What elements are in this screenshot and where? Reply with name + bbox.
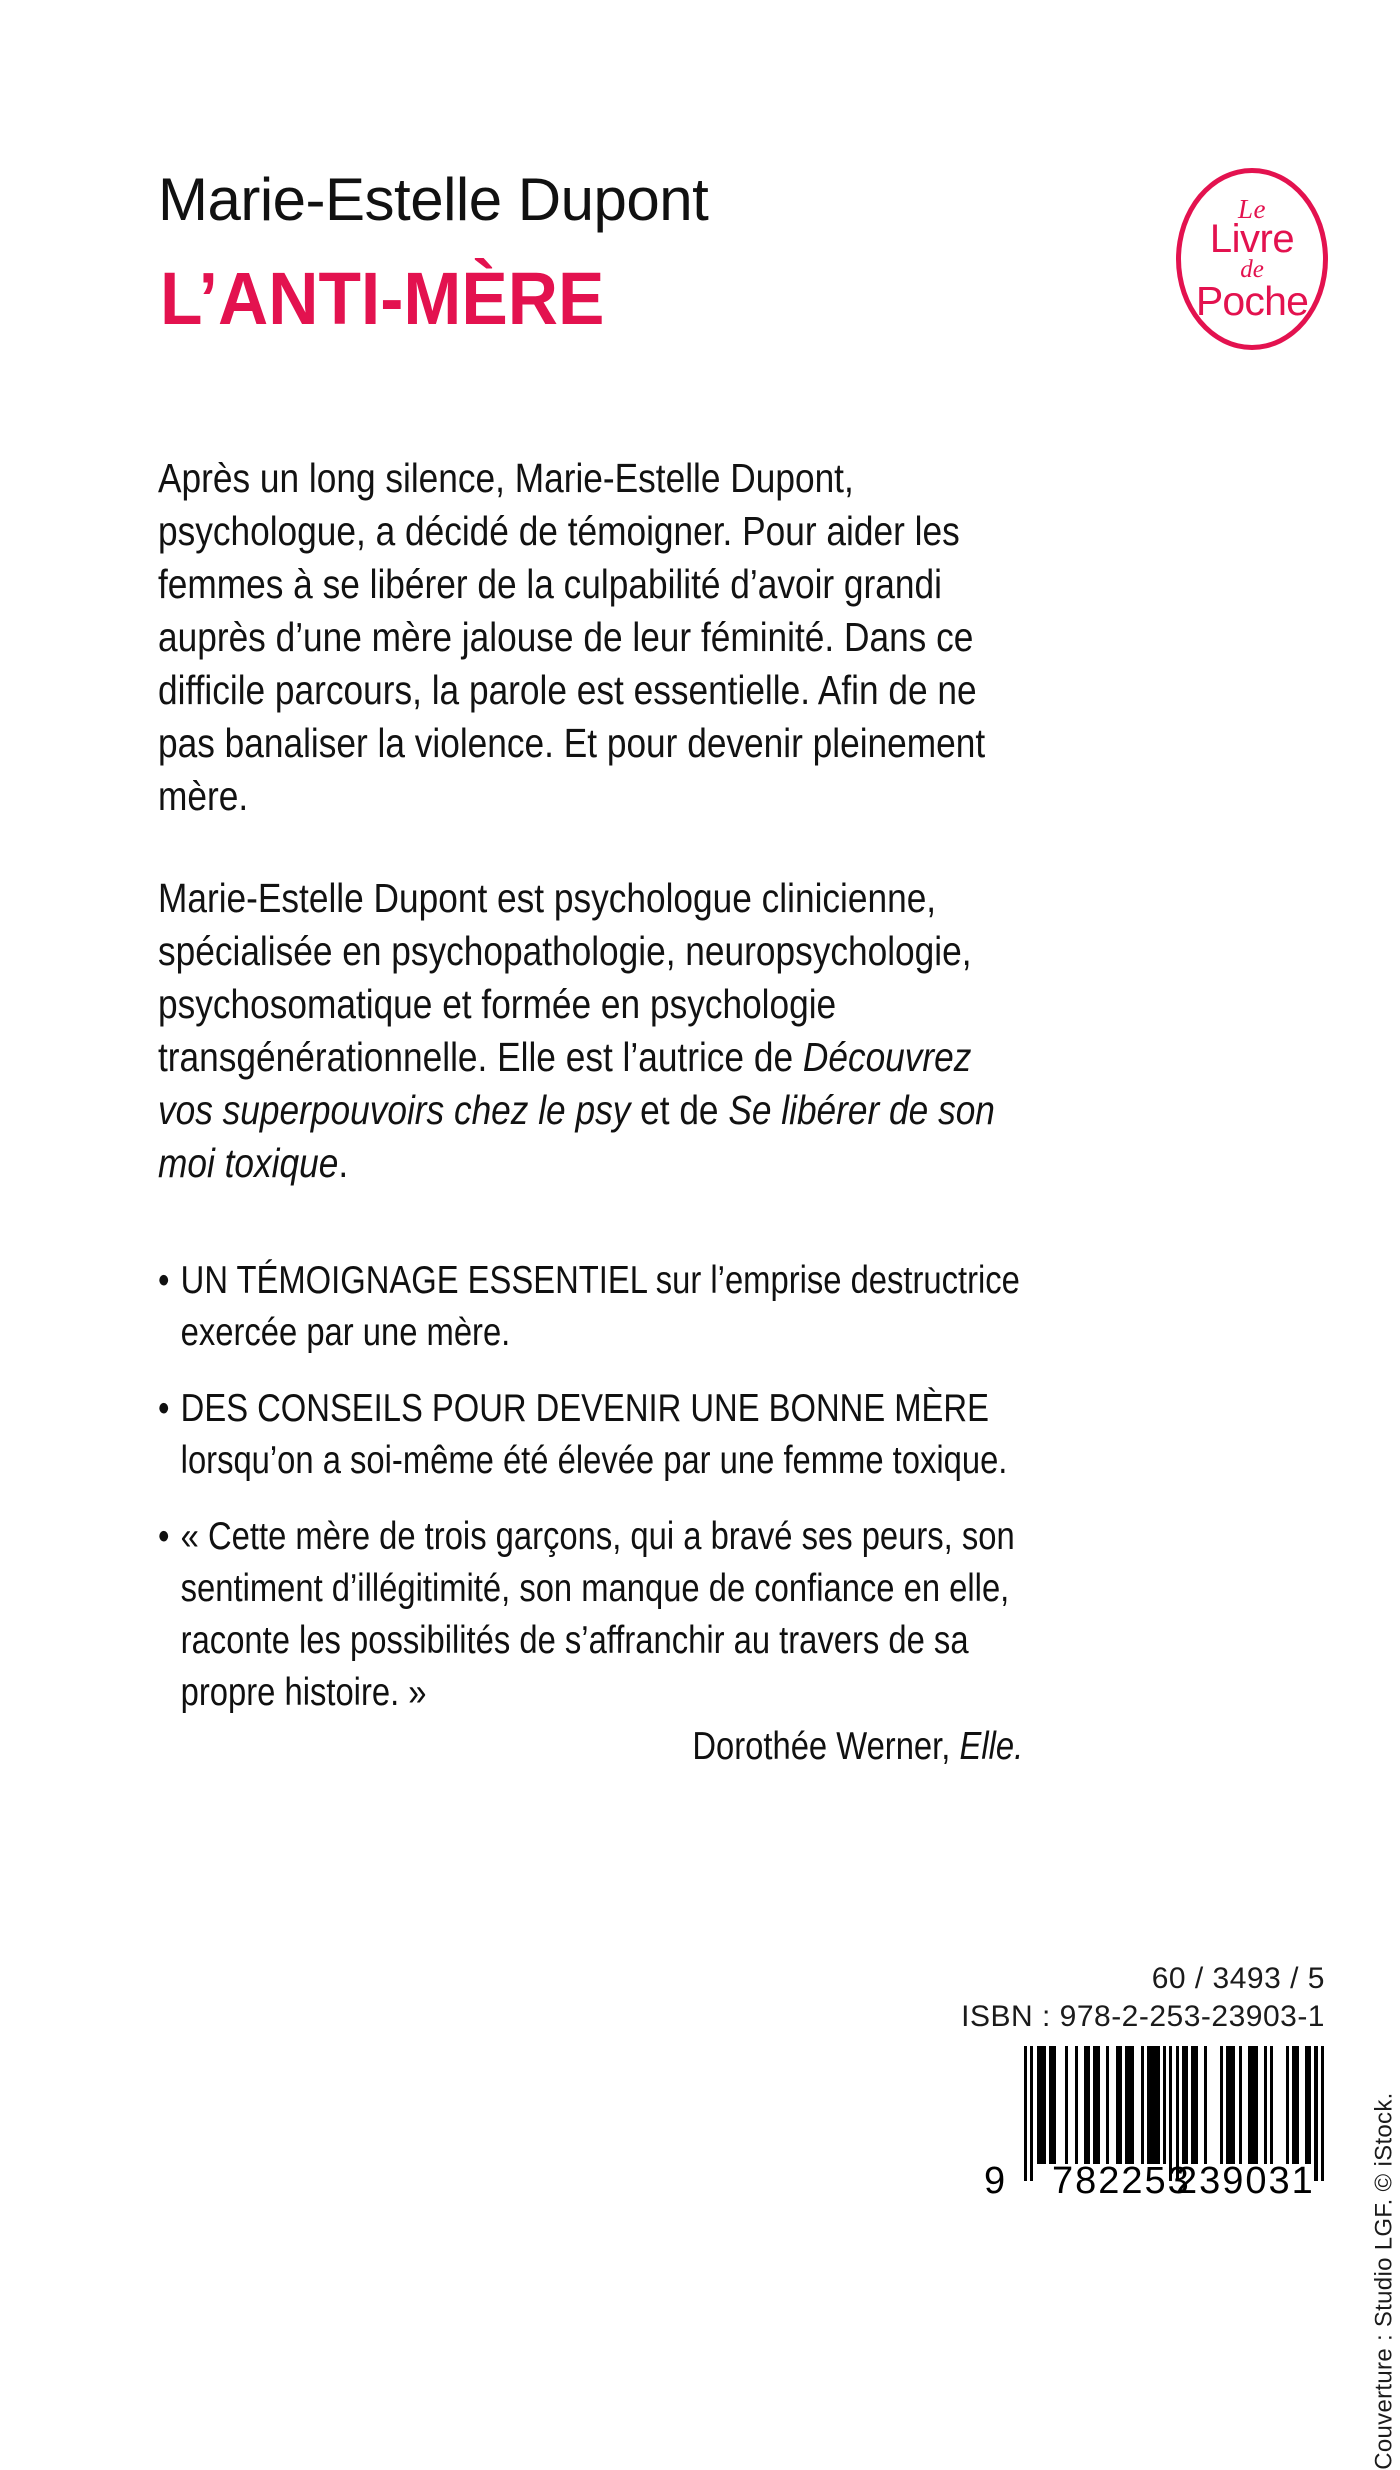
- livre-de-poche-logo: [1176, 168, 1328, 350]
- blurb-text-1: Après un long silence, Marie-Estelle Dupont, psychologue, a décidé de témoigner. Pour aider les femmes à se libérer de la culpabilité d’avoir grandi auprès d’une mère jalouse de leur féminité. Dans ce difficile parcours, la parole est essentielle. Afin de ne pas banaliser la violence. Et pour devenir pleinement mère.: [158, 455, 986, 819]
- bio-book-title-1: Découvrez vos superpouvoirs chez le psy: [158, 1034, 972, 1133]
- cover-credit-vertical: Couverture : Studio LGF. © iStock.: [1370, 2092, 1397, 2470]
- blurb-paragraph-2: [158, 872, 1027, 1190]
- logo-line-de: de: [1240, 256, 1264, 284]
- list-item: [158, 1255, 1023, 1359]
- press-quote: « Cette mère de trois garçons, qui a bravé ses peurs, son sentiment d’illégitimité, son manque de confiance en elle, raconte les possibilités de s’affranchir au travers de sa propre histoire. »: [180, 1515, 1015, 1714]
- author-name: Marie-Estelle Dupont: [158, 166, 709, 233]
- bio-part-2: et de: [630, 1087, 729, 1133]
- attribution-author: Dorothée Werner,: [692, 1725, 960, 1768]
- catalogue-reference: 60 / 3493 / 5: [1151, 1962, 1325, 1995]
- attribution-publication: Elle.: [959, 1725, 1024, 1768]
- author-bio-text: [158, 872, 1027, 1190]
- ean13-barcode: [978, 2046, 1328, 2216]
- logo-line-livre: Livre: [1209, 217, 1295, 262]
- bio-part-1: Marie-Estelle Dupont est psychologue clinicienne, spécialisée en psychopathologie, neuropsychologie, psychosomatique et formée en psychologie transgénérationnelle. Elle est l’autrice de: [158, 875, 972, 1080]
- bullet-2-body: lorsqu’on a soi-même été élevée par une femme toxique.: [180, 1439, 1008, 1482]
- bio-part-3: .: [338, 1140, 349, 1186]
- bullet-1-body: sur l’emprise destructrice exercée par une mère.: [180, 1259, 1020, 1354]
- barcode-left-group: 782253: [1052, 2160, 1191, 2202]
- list-item: [158, 1383, 1023, 1487]
- bullet-marker-icon: •: [158, 1259, 170, 1302]
- bullet-2-headline: DES CONSEILS POUR DEVENIR UNE BONNE MÈRE: [180, 1387, 989, 1430]
- barcode-lead-digit: 9: [984, 2160, 1008, 2202]
- quote-attribution: [181, 1721, 1024, 1773]
- barcode-right-group: 239031: [1176, 2160, 1315, 2202]
- logo-line-poche: Poche: [1195, 278, 1309, 325]
- bio-book-title-2: Se libérer de son moi toxique: [158, 1087, 995, 1186]
- logo-line-le: Le: [1238, 193, 1266, 224]
- selling-points-list: [158, 1255, 1023, 1773]
- blurb-paragraph-1: [158, 452, 1027, 823]
- bullet-1-headline: UN TÉMOIGNAGE ESSENTIEL: [180, 1259, 647, 1302]
- list-item: [158, 1511, 1023, 1773]
- bullet-marker-icon: •: [158, 1387, 170, 1430]
- book-title: L’ANTI-MÈRE: [160, 257, 605, 340]
- bullet-marker-icon: •: [158, 1515, 170, 1558]
- isbn-text: ISBN : 978-2-253-23903-1: [961, 2000, 1325, 2033]
